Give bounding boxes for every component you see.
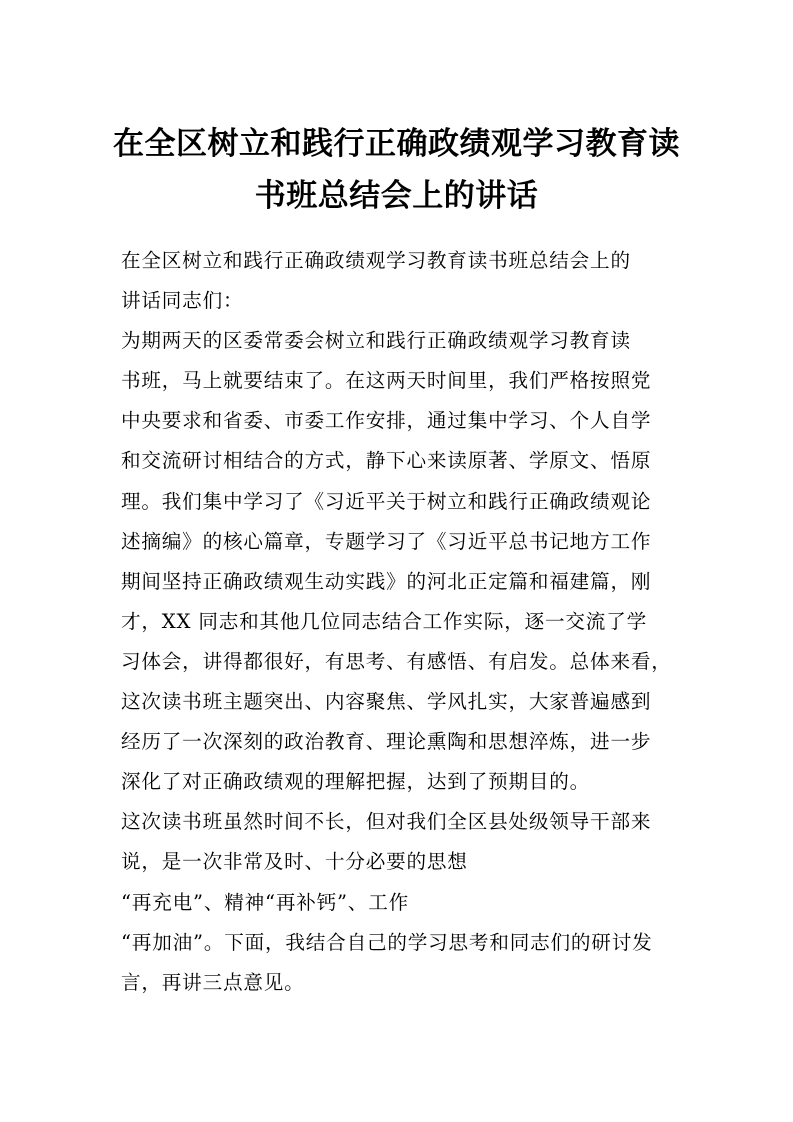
text-line: 在全区树立和践行正确政绩观学习教育读书班总结会上的 — [121, 249, 631, 272]
text-line: “再充电”、精神“再补钙”、工作 — [121, 890, 409, 914]
text-line: 这次读书班主题突出、内容聚焦、学风扎实，大家普遍感到 — [121, 690, 652, 714]
paragraph-1 — [121, 241, 677, 321]
paragraph-3 — [121, 802, 677, 1002]
text-line: 为期两天的区委常委会树立和践行正确政绩观学习教育读 — [121, 329, 631, 353]
document-body — [121, 241, 677, 1003]
text-line: 理。我们集中学习了《习近平关于树立和践行正确政绩观论 — [121, 489, 652, 513]
text-line: 这次读书班虽然时间不长，但对我们全区县处级领导干部来 — [121, 810, 652, 834]
title-line-1: 在全区树立和践行正确政绩观学习教育读 — [113, 126, 680, 162]
text-line: 书班，马上就要结束了。在这两天时间里，我们严格按照党 — [121, 369, 652, 393]
text-line: 才，XX 同志和其他几位同志结合工作实际，逐一交流了学 — [121, 609, 647, 633]
text-line: 言，再讲三点意见。 — [121, 970, 305, 994]
document-title — [110, 118, 683, 222]
text-line: 深化了对正确政绩观的理解把握，达到了预期目的。 — [121, 770, 591, 794]
text-line: 述摘编》的核心篇章，专题学习了《习近平总书记地方工作 — [121, 529, 652, 553]
paragraph-2 — [121, 321, 677, 802]
text-line: 期间坚持正确政绩观生动实践》的河北正定篇和福建篇，刚 — [121, 569, 652, 593]
text-line: 中央要求和省委、市委工作安排，通过集中学习、个人自学 — [121, 409, 652, 433]
title-line-2: 书班总结会上的讲话 — [254, 178, 539, 214]
text-line: 和交流研讨相结合的方式，静下心来读原著、学原文、悟原 — [121, 449, 652, 473]
text-line: 说，是一次非常及时、十分必要的思想 — [121, 850, 468, 874]
text-line: “再加油”。下面，我结合自己的学习思考和同志们的研讨发 — [121, 930, 653, 954]
text-line: 讲话同志们： — [121, 289, 244, 313]
text-line: 经历了一次深刻的政治教育、理论熏陶和思想淬炼，进一步 — [121, 730, 652, 754]
text-line: 习体会，讲得都很好，有思考、有感悟、有启发。总体来看， — [121, 649, 672, 673]
